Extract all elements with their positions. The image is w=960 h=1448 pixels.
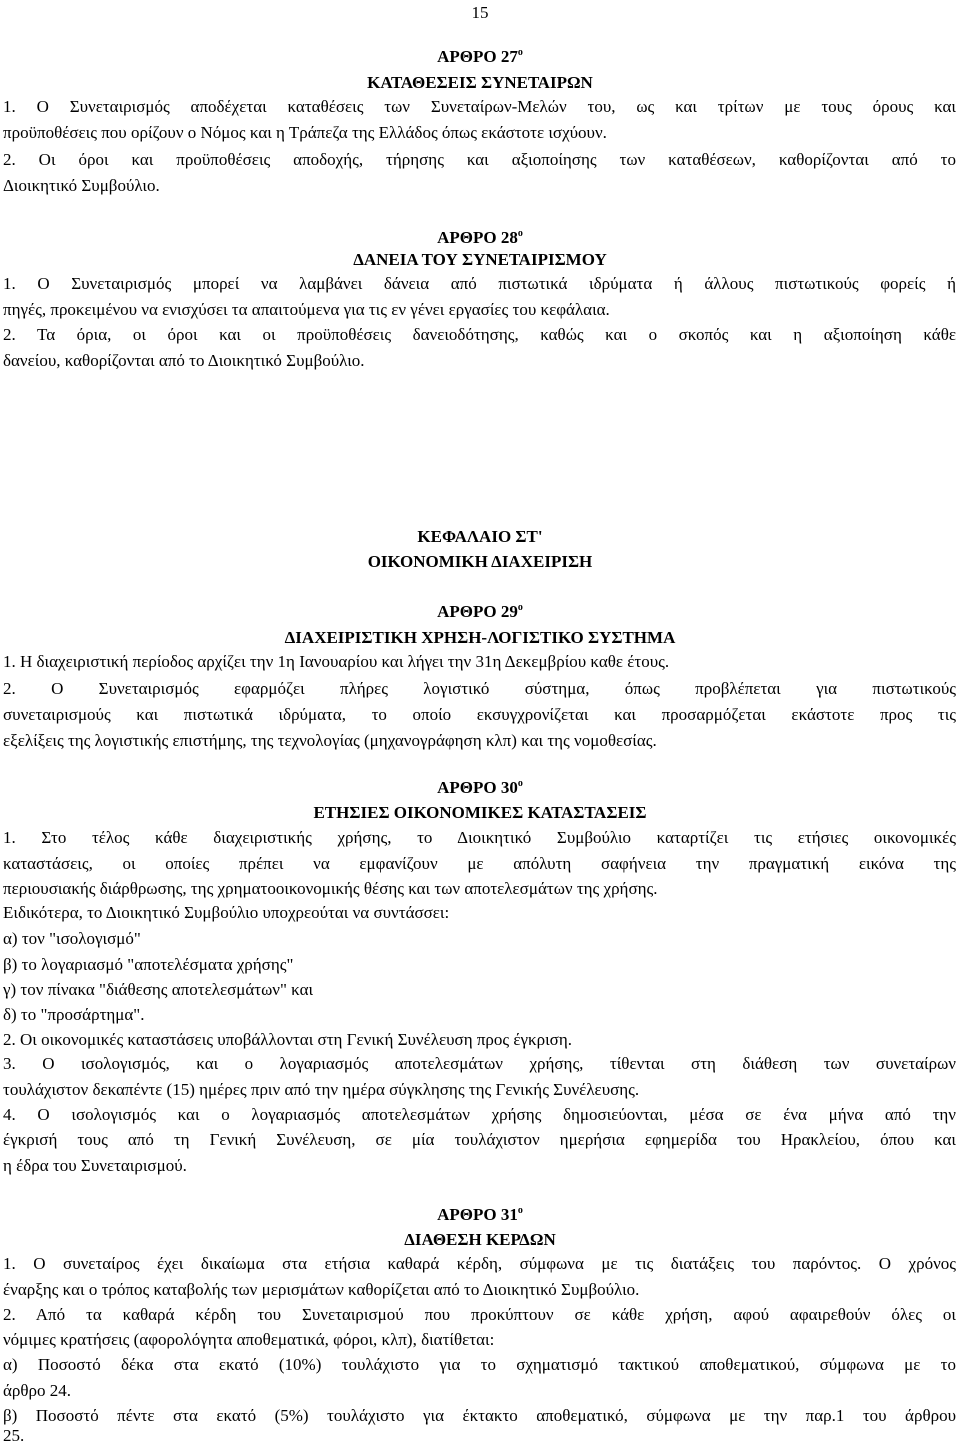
article-31-line: νόμιμες κρατήσεις (αφορολόγητα αποθεματικά, φόροι, κλπ), διατίθεται: — [3, 1330, 495, 1349]
article-31-line: β) Ποσοστό πέντε στα εκατό (5%) τουλάχιστο για έκτακτο αποθεματικό, σύμφωνα με την παρ.1 του άρθρου — [3, 1406, 956, 1425]
article-31-line: 1. Ο συνεταίρος έχει δικαίωμα στα ετήσια καθαρά κέρδη, σύμφωνα με τις διατάξεις του παρόντος. Ο χρόνος — [3, 1254, 956, 1273]
article-30-item: γ) τον πίνακα "διάθεσης αποτελεσμάτων" και — [3, 980, 314, 999]
article-30-line: 1. Στο τέλος κάθε διαχειριστικής χρήσης, το Διοικητικό Συμβούλιο καταρτίζει τις ετήσιες οικονομικές — [3, 828, 956, 847]
chapter-title: ΟΙΚΟΝΟΜΙΚΗ ΔΙΑΧΕΙΡΙΣΗ — [367, 552, 593, 571]
article-30-line: έγκρισή τους από τη Γενική Συνέλευση, σε μία τουλάχιστον ημερήσια εφημερίδα του Ηρακλείου, όπου και — [3, 1130, 956, 1149]
article-31-heading: ΑΡΘΡΟ $31^o$ — [437, 1205, 523, 1224]
article-30-line: περιουσιακής διάρθρωσης, της χρηματοοικονομικής θέσης και των αποτελεσμάτων της χρήσης. — [3, 879, 658, 898]
article-30-line: τουλάχιστον δεκαπέντε (15) ημέρες πριν από την ημέρα σύγκλησης της Γενικής Συνέλευσης. — [3, 1080, 640, 1099]
article-30-line: 4. Ο ισολογισμός και ο λογαριασμός αποτελεσμάτων χρήσης δημοσιεύονται, μέσα σε ένα μήνα από την — [3, 1105, 956, 1124]
article-29-line: συνεταιρισμούς και πιστωτικά ιδρύματα, το οποίο εκσυγχρονίζεται και προσαρμόζεται εκάστοτε προς τις — [3, 705, 956, 724]
article-30-line: η έδρα του Συνεταιρισμού. — [3, 1156, 187, 1175]
article-30-heading: ΑΡΘΡΟ $30^o$ — [437, 778, 523, 797]
article-30-title: ΕΤΗΣΙΕΣ ΟΙΚΟΝΟΜΙΚΕΣ ΚΑΤΑΣΤΑΣΕΙΣ — [313, 803, 647, 822]
article-30-item: α) τον "ισολογισμό" — [3, 929, 141, 948]
article-27-line: προϋποθέσεις που ορίζουν ο Νόμος και η Τράπεζα της Ελλάδος όπως εκάστοτε ισχύουν. — [3, 123, 607, 142]
article-27-line: 2. Οι όροι και προϋποθέσεις αποδοχής, τήρησης και αξιοποίησης των καταθέσεων, καθορίζονται από το — [3, 150, 956, 169]
article-27-heading: ΑΡΘΡΟ $27^o$ — [437, 47, 523, 66]
article-28-line: 1. Ο Συνεταιρισμός μπορεί να λαμβάνει δάνεια από πιστωτικά ιδρύματα ή άλλους πιστωτικούς φορείς ή — [3, 274, 956, 293]
article-31-line: 2. Από τα καθαρά κέρδη του Συνεταιρισμού που προκύπτουν σε κάθε χρήση, αφού αφαιρεθούν όλες οι — [3, 1305, 956, 1324]
article-29-title: ΔΙΑΧΕΙΡΙΣΤΙΚΗ ΧΡΗΣΗ-ΛΟΓΙΣΤΙΚΟ ΣΥΣΤΗΜΑ — [284, 628, 676, 647]
chapter-heading: ΚΕΦΑΛΑΙΟ ΣΤ' — [417, 527, 543, 546]
article-31-line: άρθρο 24. — [3, 1381, 72, 1400]
article-30-item: δ) το "προσάρτημα". — [3, 1005, 145, 1024]
article-30-line: Ειδικότερα, το Διοικητικό Συμβούλιο υποχρεούται να συντάσσει: — [3, 903, 450, 922]
article-30-line: καταστάσεις, οι οποίες πρέπει να εμφανίζουν με απόλυτη σαφήνεια την πραγματική εικόνα της — [3, 854, 956, 873]
article-29-heading: ΑΡΘΡΟ $29^o$ — [437, 602, 523, 621]
page-number: 15 — [471, 3, 489, 22]
article-29-line: εξελίξεις της λογιστικής επιστήμης, της τεχνολογίας (μηχανογράφηση κλπ) και της νομοθεσίας. — [3, 731, 657, 750]
article-31-title: ΔΙΑΘΕΣΗ ΚΕΡΔΩΝ — [404, 1230, 556, 1249]
article-29-line: 2. Ο Συνεταιρισμός εφαρμόζει πλήρες λογιστικό σύστημα, όπως προβλέπεται για πιστωτικούς — [3, 679, 956, 698]
article-28-title: ΔΑΝΕΙΑ ΤΟΥ ΣΥΝΕΤΑΙΡΙΣΜΟΥ — [353, 250, 607, 269]
article-28-line: δανείου, καθορίζονται από το Διοικητικό Συμβούλιο. — [3, 351, 365, 370]
article-28-heading: ΑΡΘΡΟ $28^o$ — [437, 228, 523, 247]
article-27-line: Διοικητικό Συμβούλιο. — [3, 176, 160, 195]
article-30-line: 3. Ο ισολογισμός, και ο λογαριασμός αποτελεσμάτων χρήσης, τίθενται στη διάθεση των συνεταίρων — [3, 1054, 956, 1073]
article-31-line: α) Ποσοστό δέκα στα εκατό (10%) τουλάχιστο για το σχηματισμό τακτικού αποθεματικού, σύμφωνα με το — [3, 1355, 956, 1374]
article-29-line: 1. Η διαχειριστική περίοδος αρχίζει την 1η Ιανουαρίου και λήγει την 31η Δεκεμβρίου καθε έτους. — [3, 652, 670, 671]
article-28-line: 2. Τα όρια, οι όροι και οι προϋποθέσεις δανειοδότησης, καθώς και ο σκοπός και η αξιοποίηση κάθε — [3, 325, 956, 344]
article-27-title: ΚΑΤΑΘΕΣΕΙΣ ΣΥΝΕΤΑΙΡΩΝ — [367, 73, 593, 92]
article-30-item: β) το λογαριασμό "αποτελέσματα χρήσης" — [3, 955, 294, 974]
article-28-line: πηγές, προκειμένου να ενισχύσει τα απαιτούμενα για τις εν γένει εργασίες του κεφάλαια. — [3, 300, 610, 319]
article-27-line: 1. Ο Συνεταιρισμός αποδέχεται καταθέσεις των Συνεταίρων-Μελών του, ως και τρίτων με τους όρους και — [3, 97, 956, 116]
article-31-line: 25. — [3, 1426, 25, 1445]
article-30-line: 2. Οι οικονομικές καταστάσεις υποβάλλονται στη Γενική Συνέλευση προς έγκριση. — [3, 1030, 572, 1049]
article-31-line: έναρξης και ο τρόπος καταβολής των μερισμάτων καθορίζεται από το Διοικητικό Συμβούλιο. — [3, 1280, 640, 1299]
